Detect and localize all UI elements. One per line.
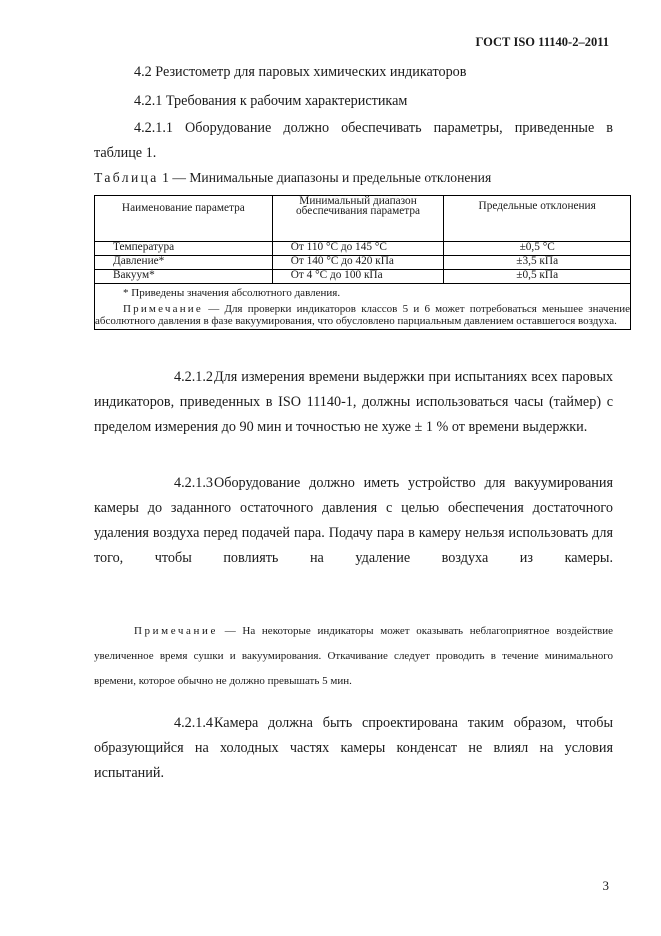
note-2	[94, 619, 613, 694]
paragraph-text: Оборудование должно иметь устройство для вакуумирования камеры до заданного остаточного давления с целью обеспечения достаточного удаления воздуха перед подачей пара. Подачу пара в камеру нельзя использовать для того, чтобы повлиять на удаление воздуха из камеры.	[94, 475, 613, 566]
table-cell: От 140 °С до 420 кПа	[272, 256, 444, 270]
table-header-row	[95, 196, 631, 242]
table-header-cell: Предельные отклонения	[444, 196, 631, 242]
table-note	[95, 300, 630, 329]
table-cell: ±0,5 кПа	[444, 270, 631, 284]
requirements-table	[94, 195, 631, 330]
table-cell: Температура	[95, 242, 273, 256]
table-row	[95, 242, 631, 256]
table-footnote: * Приведены значения абсолютного давления.	[123, 287, 341, 299]
table-caption	[94, 170, 491, 186]
note-label: Примечание	[134, 625, 218, 637]
table-cell: От 4 °С до 100 кПа	[272, 270, 444, 284]
table-header-cell: Минимальный диапазон обеспечивания параметра	[272, 196, 444, 242]
table-note-text: — Для проверки индикаторов классов 5 и 6 может потребоваться меньшее значение абсолютного давления в фазе вакуумирования, что обусловлено парциальным давлением оставшегося воздуха.	[95, 303, 630, 327]
paragraph-number: 4.2.1.4	[174, 715, 214, 731]
note-text: — На некоторые индикаторы может оказывать неблагоприятное воздействие увеличенное время сушки и вакуумирования. Откачивание следует проводить в течение минимального времени, которое обычно не должно превышать 5 мин.	[94, 625, 613, 687]
paragraph-4-2-1-1: 4.2.1.1 Оборудование должно обеспечивать параметры, приведенные в таблице 1.	[94, 120, 613, 161]
table-notes-row	[95, 284, 631, 330]
paragraph-4-2-1-4	[94, 711, 613, 786]
table-cell: От 110 °С до 145 °С	[272, 242, 444, 256]
paragraph-number: 4.2.1.3	[174, 475, 214, 491]
paragraph-number: 4.2.1.2	[174, 369, 214, 385]
table-cell: ±3,5 кПа	[444, 256, 631, 270]
section-4-2-1-heading: 4.2.1 Требования к рабочим характеристикам	[134, 93, 408, 109]
table-caption-title: 1 — Минимальные диапазоны и предельные отклонения	[158, 170, 492, 185]
paragraph-4-2-1-2	[94, 365, 613, 440]
table-caption-label: Таблица	[94, 170, 159, 185]
table-cell: Давление*	[95, 256, 273, 270]
table-note-label: Примечание	[123, 303, 203, 315]
paragraph-text: Для измерения времени выдержки при испытаниях всех паровых индикаторов, приведенных в ISO 11140-1, должны использоваться часы (таймер) с пределом измерения до 90 мин и точностью не хуже ± 1 % от времени выдержки.	[94, 369, 613, 435]
table-row	[95, 270, 631, 284]
table-cell: Вакуум*	[95, 270, 273, 284]
paragraph-4-2-1-3	[94, 471, 613, 571]
table-header-cell: Наименование параметра	[95, 196, 273, 242]
page-number: 3	[602, 878, 609, 893]
paragraph-text: Камера должна быть спроектирована таким образом, чтобы образующийся на холодных частях камеры конденсат не влиял на условия испытаний.	[94, 715, 613, 781]
section-4-2-heading: 4.2 Резистометр для паровых химических индикаторов	[134, 64, 467, 80]
table-row	[95, 256, 631, 270]
table-cell: ±0,5 °С	[444, 242, 631, 256]
table-notes-cell	[95, 284, 631, 330]
document-header: ГОСТ ISO 11140-2–2011	[475, 35, 609, 49]
